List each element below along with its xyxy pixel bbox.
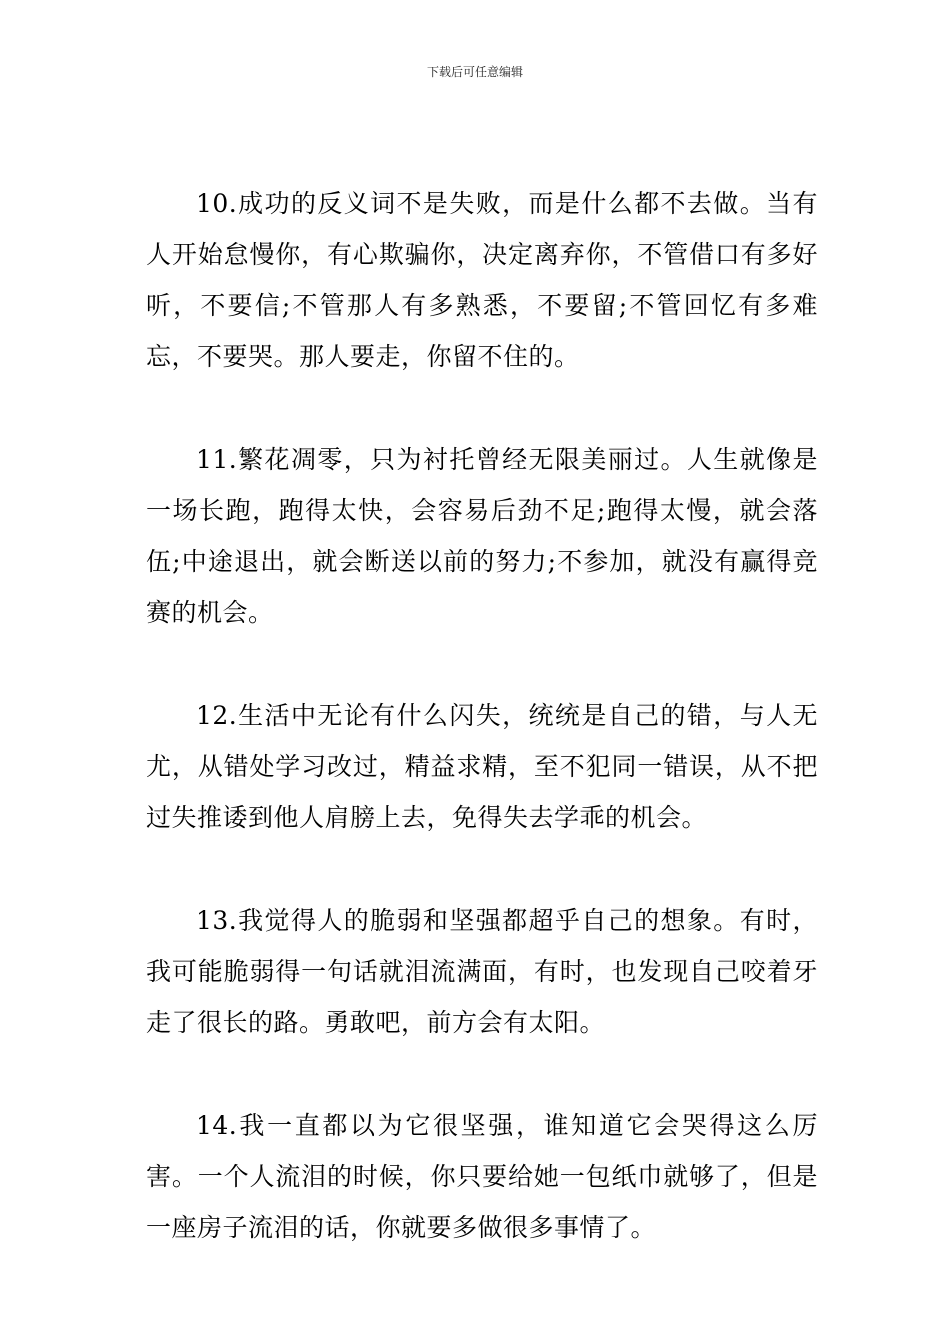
- paragraph-13: 13.我觉得人的脆弱和坚强都超乎自己的想象。有时，我可能脆弱得一句话就泪流满面，有时，也发现自己咬着牙走了很长的路。勇敢吧，前方会有太阳。: [146, 906, 818, 1037]
- paragraph-12: 12.生活中无论有什么闪失，统统是自己的错，与人无尤，从错处学习改过，精益求精，至不犯同一错误，从不把过失推诿到他人肩膀上去，免得失去学乖的机会。: [146, 701, 818, 832]
- document-body: [146, 178, 818, 1305]
- paragraph-11: 11.繁花凋零，只为衬托曾经无限美丽过。人生就像是一场长跑，跑得太快，会容易后劲不足;跑得太慢，就会落伍;中途退出，就会断送以前的努力;不参加，就没有赢得竞赛的机会。: [146, 445, 818, 627]
- paragraph-14: 14.我一直都以为它很坚强，谁知道它会哭得这么厉害。一个人流泪的时候，你只要给她一包纸巾就够了，但是一座房子流泪的话，你就要多做很多事情了。: [146, 1111, 818, 1242]
- paragraph-10: 10.成功的反义词不是失败，而是什么都不去做。当有人开始怠慢你，有心欺骗你，决定离弃你，不管借口有多好听，不要信;不管那人有多熟悉，不要留;不管回忆有多难忘，不要哭。那人要走，你留不住的。: [146, 189, 818, 371]
- page-header: 下载后可任意编辑: [426, 65, 523, 79]
